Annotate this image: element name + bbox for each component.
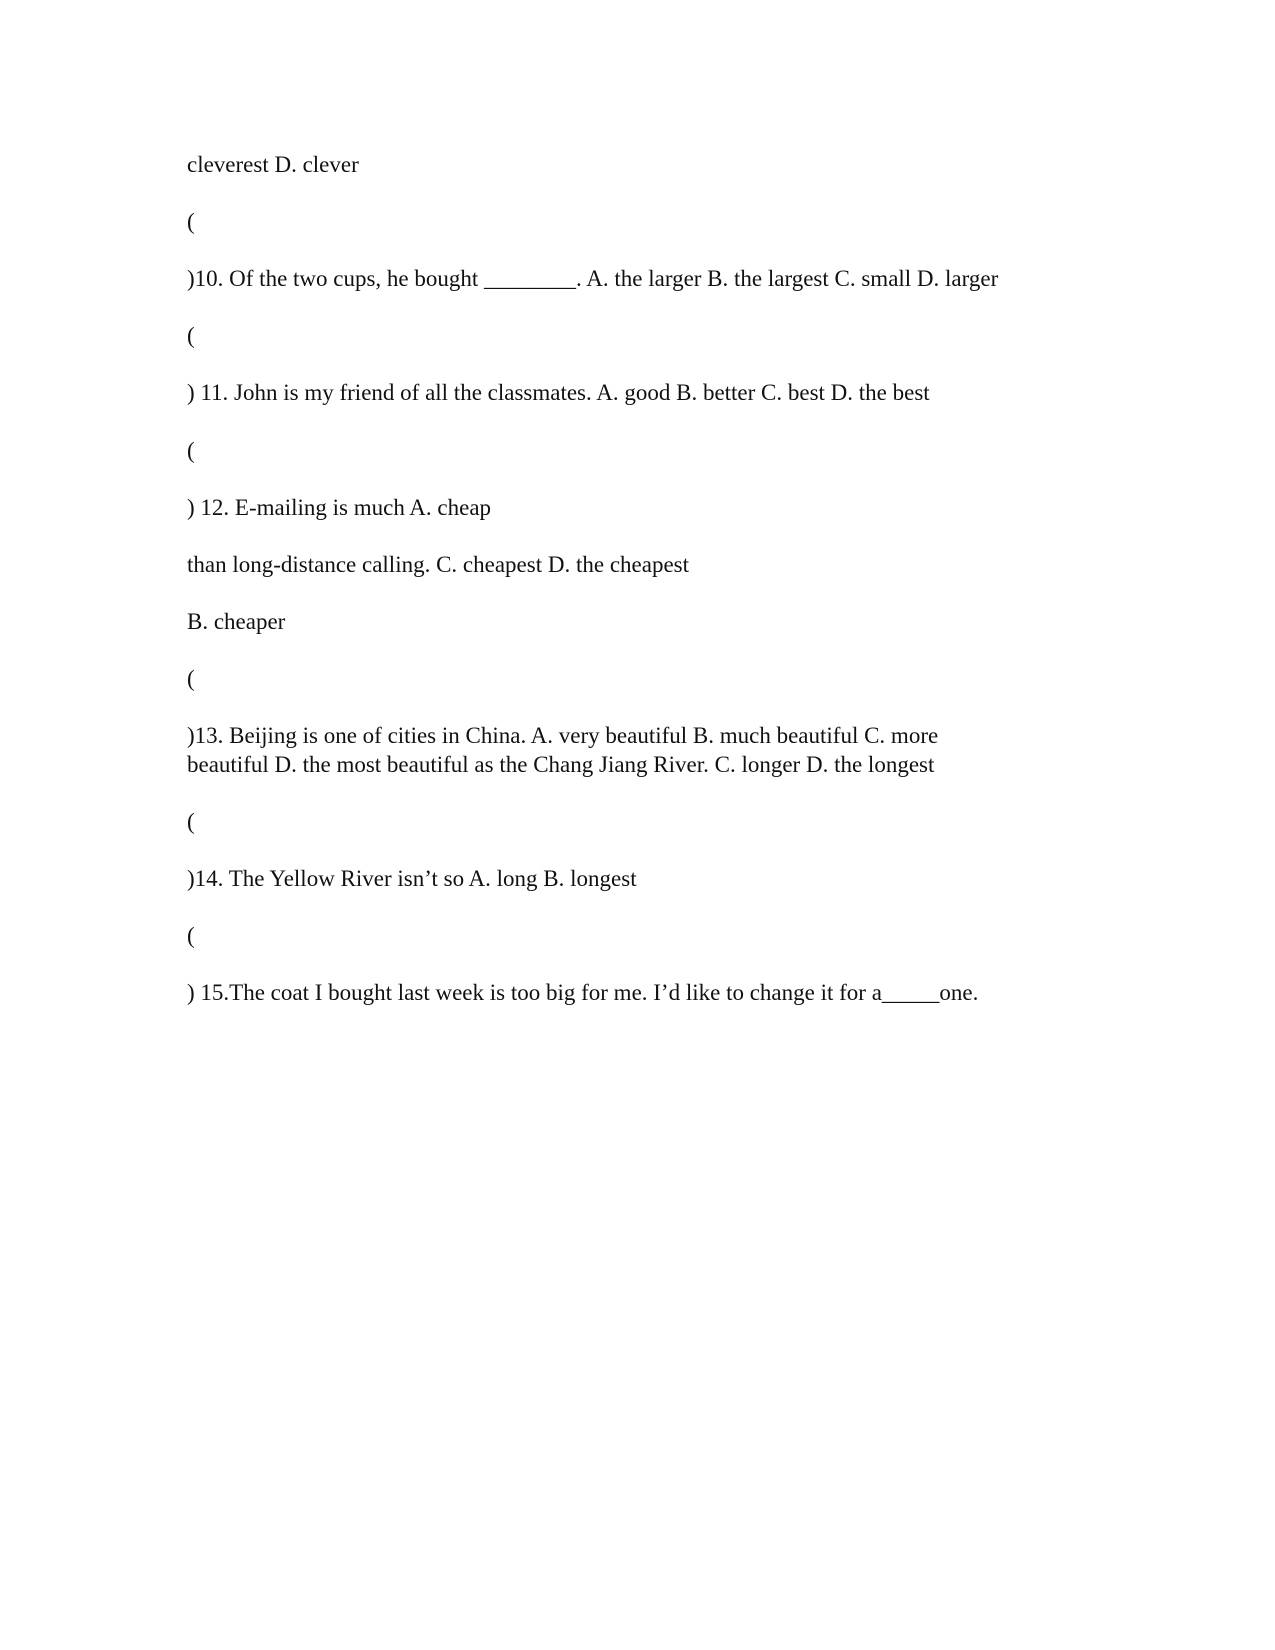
question-13: )13. Beijing is one of cities in China. A. very beautiful B. much beautiful C. more: [187, 723, 939, 748]
answer-paren-open: (: [187, 923, 195, 948]
answer-paren-open: (: [187, 666, 195, 691]
question-12: ) 12. E-mailing is much A. cheap: [187, 495, 492, 520]
answer-paren-open: (: [187, 323, 195, 348]
question-14: )14. The Yellow River isn’t so A. long B. longest: [187, 866, 637, 891]
question-15: ) 15.The coat I bought last week is too big for me. I’d like to change it for a_____one.: [187, 980, 979, 1005]
text-line-question-9-options: cleverest D. clever: [187, 152, 359, 177]
answer-paren-open: (: [187, 809, 195, 834]
answer-paren-open: (: [187, 209, 195, 234]
question-13-continued: beautiful D. the most beautiful as the Chang Jiang River. C. longer D. the longest: [187, 752, 935, 777]
question-11: ) 11. John is my friend of all the classmates. A. good B. better C. best D. the best: [187, 380, 930, 405]
question-10: )10. Of the two cups, he bought ________. A. the larger B. the largest C. small D. larger: [187, 266, 999, 291]
answer-paren-open: (: [187, 438, 195, 463]
question-12-option-b: B. cheaper: [187, 609, 286, 634]
question-12-continued: than long-distance calling. C. cheapest D. the cheapest: [187, 552, 689, 577]
